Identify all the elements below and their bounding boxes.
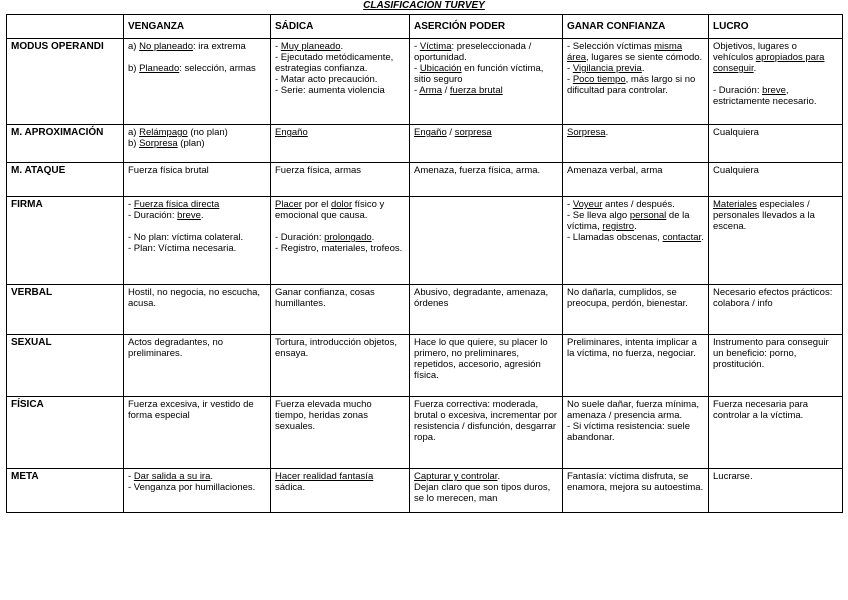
table-row [7, 285, 843, 335]
table-cell: a) Relámpago (no plan) b) Sorpresa (plan) [124, 125, 271, 163]
table-cell: Capturar y controlar. Dejan claro que son tipos duros, se lo merecen, man [410, 469, 563, 513]
table-cell: Hace lo que quiere, su placer lo primero, no preliminares, repetidos, accesorio, agresión física. [410, 335, 563, 397]
table-cell: Sorpresa. [563, 125, 709, 163]
column-header-asercion-poder: ASERCIÓN PODER [410, 15, 563, 39]
table-cell: Hacer realidad fantasía sádica. [271, 469, 410, 513]
table-cell: Preliminares, intenta implicar a la víctima, no fuerza, negociar. [563, 335, 709, 397]
table-row [7, 469, 843, 513]
table-cell: Engaño / sorpresa [410, 125, 563, 163]
table-cell: a) No planeado: ira extrema b) Planeado: selección, armas [124, 39, 271, 125]
table-row [7, 197, 843, 285]
table-cell: - Dar salida a su ira. - Venganza por humillaciones. [124, 469, 271, 513]
table-cell: Fuerza física, armas [271, 163, 410, 197]
table-cell: No dañarla, cumplidos, se preocupa, perdón, bienestar. [563, 285, 709, 335]
table-cell: - Selección víctimas misma área, lugares se siente cómodo. - Vigilancia previa. - Poco tiempo, más largo si no dificultad para controlar. [563, 39, 709, 125]
table-row [7, 397, 843, 469]
row-header: MODUS OPERANDI [7, 39, 124, 125]
table-cell: Abusivo, degradante, amenaza, órdenes [410, 285, 563, 335]
table-row [7, 163, 843, 197]
table-cell: Hostil, no negocia, no escucha, acusa. [124, 285, 271, 335]
table-cell: Actos degradantes, no preliminares. [124, 335, 271, 397]
table-cell: Amenaza verbal, arma [563, 163, 709, 197]
table-cell: - Muy planeado. - Ejecutado metódicamente, estrategias confianza. - Matar acto precaución. - Serie: aumenta violencia [271, 39, 410, 125]
row-header: M. APROXIMACIÓN [7, 125, 124, 163]
table-cell: Ganar confianza, cosas humillantes. [271, 285, 410, 335]
row-header: FÍSICA [7, 397, 124, 469]
table-cell: Materiales especiales / personales llevados a la escena. [709, 197, 843, 285]
header-row [7, 15, 843, 39]
table-cell: Cualquiera [709, 125, 843, 163]
table-cell: No suele dañar, fuerza mínima, amenaza / presencia arma. - Si víctima resistencia: suele abandonar. [563, 397, 709, 469]
table-cell: - Voyeur antes / después. - Se lleva algo personal de la víctima, registro. - Llamadas obscenas, contactar. [563, 197, 709, 285]
column-header-venganza: VENGANZA [124, 15, 271, 39]
table-cell: Objetivos, lugares o vehículos apropiados para conseguir. - Duración: breve, estrictamente necesario. [709, 39, 843, 125]
table-cell: - Víctima: preseleccionada / oportunidad. - Ubicación en función víctima, sitio seguro - Arma / fuerza brutal [410, 39, 563, 125]
table-cell: Amenaza, fuerza física, arma. [410, 163, 563, 197]
table-cell: Instrumento para conseguir un beneficio: porno, prostitución. [709, 335, 843, 397]
classification-table [6, 14, 843, 513]
column-header-empty [7, 15, 124, 39]
table-cell [410, 197, 563, 285]
page-title: CLASIFICACIÓN TURVEY [363, 0, 485, 11]
table-cell: Fantasía: víctima disfruta, se enamora, mejora su autoestima. [563, 469, 709, 513]
table-cell: Cualquiera [709, 163, 843, 197]
row-header: FIRMA [7, 197, 124, 285]
table-row [7, 125, 843, 163]
column-header-ganar-confianza: GANAR CONFIANZA [563, 15, 709, 39]
row-header: SEXUAL [7, 335, 124, 397]
row-header: META [7, 469, 124, 513]
table-row [7, 335, 843, 397]
column-header-sadica: SÁDICA [271, 15, 410, 39]
table-cell: - Fuerza física directa - Duración: breve. - No plan: víctima colateral. - Plan: Víctima necesaria. [124, 197, 271, 285]
table-cell: Fuerza física brutal [124, 163, 271, 197]
table-cell: Necesario efectos prácticos: colabora / info [709, 285, 843, 335]
column-header-lucro: LUCRO [709, 15, 843, 39]
table-cell: Fuerza necesaria para controlar a la víctima. [709, 397, 843, 469]
row-header: M. ATAQUE [7, 163, 124, 197]
table-cell: Fuerza excesiva, ir vestido de forma especial [124, 397, 271, 469]
table-cell: Fuerza elevada mucho tiempo, heridas zonas sexuales. [271, 397, 410, 469]
table-cell: Placer por el dolor físico y emocional que causa. - Duración: prolongado. - Registro, materiales, trofeos. [271, 197, 410, 285]
table-cell: Tortura, introducción objetos, ensaya. [271, 335, 410, 397]
table-cell: Lucrarse. [709, 469, 843, 513]
table-cell: Fuerza correctiva: moderada, brutal o excesiva, incrementar por resistencia / disfunción, desgarrar ropa. [410, 397, 563, 469]
table-row [7, 39, 843, 125]
table-cell: Engaño [271, 125, 410, 163]
row-header: VERBAL [7, 285, 124, 335]
